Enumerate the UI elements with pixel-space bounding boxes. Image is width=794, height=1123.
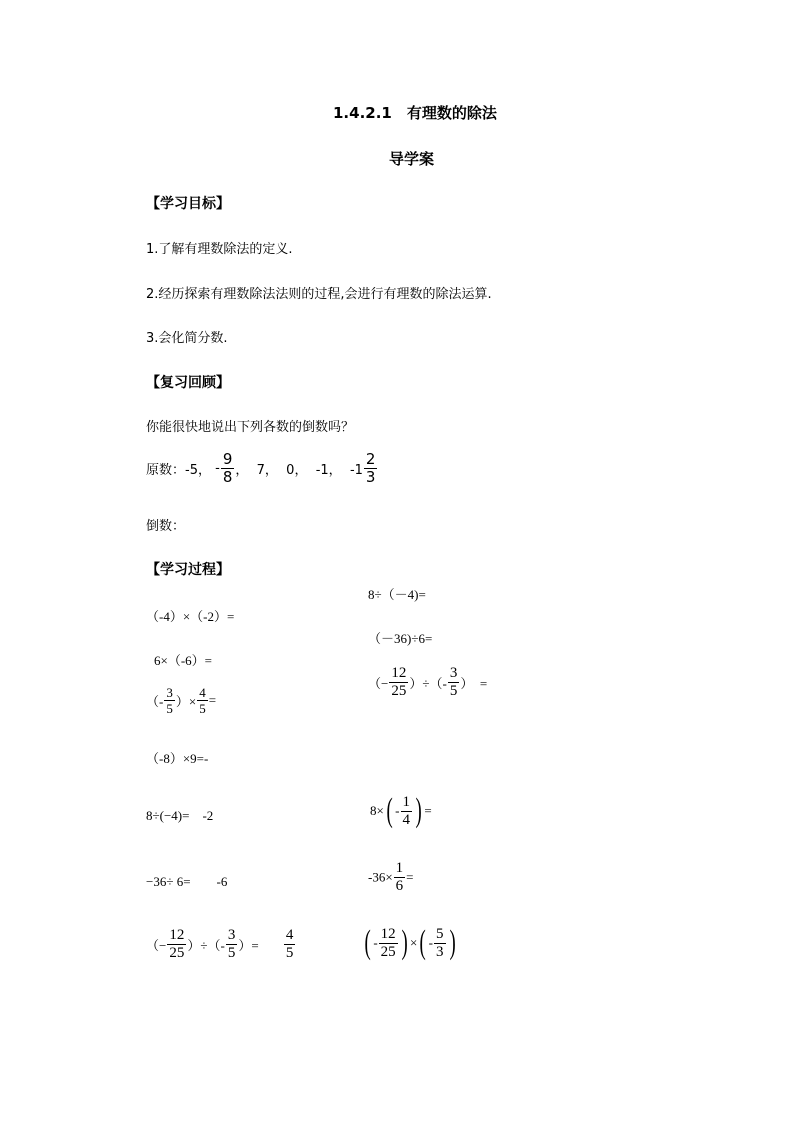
fraction-5-3 bbox=[434, 927, 446, 960]
left-expr-3-mid: ）× bbox=[175, 694, 197, 709]
left-expr-5: 8÷(−4)= -2 bbox=[146, 808, 214, 823]
original-numbers-rest: ， 7， 0， -1， -1 bbox=[235, 463, 363, 478]
right-expr-1: 8÷（－4)= bbox=[368, 587, 426, 602]
left-expr-2: 6×（-6）= bbox=[154, 653, 212, 668]
section-heading-objectives: 【学习目标】 bbox=[146, 196, 230, 212]
minus-sign: - bbox=[395, 803, 400, 818]
original-label: 原数： bbox=[146, 463, 186, 478]
fraction-1-6 bbox=[394, 861, 406, 894]
result-fraction-4-5 bbox=[284, 928, 296, 961]
objective-3: 3.会化简分数. bbox=[146, 331, 228, 346]
left-expr-7-mid: ）÷（- bbox=[187, 938, 225, 953]
fraction-1-4 bbox=[401, 795, 413, 828]
fraction-numerator: 3 bbox=[449, 665, 458, 681]
right-expr-6 bbox=[362, 926, 458, 960]
fraction-12-25 bbox=[379, 927, 398, 960]
right-expr-3 bbox=[368, 666, 487, 699]
right-expr-5-end: = bbox=[406, 869, 414, 885]
fraction-numerator: 4 bbox=[285, 927, 294, 943]
section-heading-process: 【学习过程】 bbox=[146, 562, 230, 578]
objective-1: 1.了解有理数除法的定义. bbox=[146, 242, 293, 257]
review-question: 你能很快地说出下列各数的倒数吗？ bbox=[146, 420, 355, 435]
original-number-1: -5， bbox=[185, 463, 211, 478]
left-expr-3 bbox=[146, 686, 216, 715]
fraction-sign: - bbox=[215, 461, 220, 476]
fraction-denominator: 3 bbox=[436, 943, 444, 960]
right-expr-3-open: （− bbox=[368, 676, 389, 691]
fraction-12-25 bbox=[389, 666, 408, 699]
fraction-denominator: 25 bbox=[391, 683, 407, 699]
left-expr-6: −36÷ 6= -6 bbox=[146, 874, 228, 889]
right-expr-3-end: ） = bbox=[460, 676, 488, 691]
fraction-numerator: 12 bbox=[380, 925, 396, 942]
fraction-2-3 bbox=[364, 452, 378, 485]
fraction-numerator: 9 bbox=[222, 450, 233, 468]
reciprocal-label: 倒数： bbox=[146, 519, 186, 534]
left-paren: ( bbox=[419, 924, 427, 961]
right-paren: ) bbox=[401, 924, 408, 961]
multiply-sign: × bbox=[410, 935, 418, 950]
fraction-3-5 bbox=[226, 928, 238, 961]
fraction-3-5 bbox=[448, 666, 460, 699]
fraction-denominator: 25 bbox=[169, 945, 185, 961]
fraction-numerator: 1 bbox=[395, 860, 404, 876]
fraction-denominator: 3 bbox=[365, 468, 376, 486]
left-expr-4: （-8）×9=- bbox=[146, 751, 209, 766]
right-expr-2: （－36)÷6= bbox=[368, 631, 433, 646]
fraction-denominator: 4 bbox=[402, 811, 411, 828]
left-expr-1: （-4）×（-2）= bbox=[146, 609, 235, 624]
right-expr-4-end: = bbox=[424, 803, 432, 818]
right-expr-5 bbox=[368, 861, 414, 894]
right-expr-3-mid: ）÷（- bbox=[409, 676, 447, 691]
right-paren: ) bbox=[449, 924, 456, 961]
left-expr-7-open: （− bbox=[146, 938, 167, 953]
fraction-denominator: 8 bbox=[222, 468, 233, 486]
original-numbers-line bbox=[146, 452, 378, 485]
left-paren: ( bbox=[386, 792, 393, 829]
fraction-denominator: 5 bbox=[227, 945, 236, 961]
right-expr-4-pre: 8× bbox=[370, 803, 384, 818]
fraction-9-8 bbox=[221, 452, 235, 485]
fraction-numerator: 5 bbox=[436, 925, 444, 942]
right-expr-4 bbox=[370, 794, 432, 828]
fraction-denominator: 6 bbox=[395, 878, 404, 894]
section-heading-review: 【复习回顾】 bbox=[146, 375, 230, 391]
fraction-numerator: 1 bbox=[402, 793, 411, 810]
fraction-numerator: 3 bbox=[166, 685, 173, 700]
left-expr-3-end: = bbox=[208, 692, 217, 708]
fraction-12-25 bbox=[167, 928, 186, 961]
right-paren: ) bbox=[415, 792, 422, 829]
fraction-denominator: 25 bbox=[380, 943, 396, 960]
fraction-numerator: 4 bbox=[199, 685, 206, 700]
minus-sign: - bbox=[428, 935, 434, 950]
left-expr-7-end: ）= bbox=[238, 938, 259, 953]
objective-2: 2.经历探索有理数除法法则的过程,会进行有理数的除法运算. bbox=[146, 287, 492, 302]
fraction-denominator: 5 bbox=[166, 701, 173, 716]
left-expr-3-open: （- bbox=[146, 694, 164, 709]
minus-sign: - bbox=[373, 935, 378, 950]
fraction-numerator: 12 bbox=[169, 927, 185, 943]
right-expr-5-pre: -36× bbox=[368, 869, 393, 885]
left-expr-7 bbox=[146, 928, 296, 961]
page-title: 1.4.2.1 有理数的除法 bbox=[333, 104, 497, 122]
fraction-denominator: 5 bbox=[199, 701, 206, 716]
page-subtitle: 导学案 bbox=[389, 150, 435, 168]
fraction-numerator: 12 bbox=[391, 665, 407, 681]
fraction-4-5 bbox=[197, 686, 208, 715]
fraction-3-5 bbox=[164, 686, 175, 715]
fraction-numerator: 2 bbox=[365, 450, 376, 468]
fraction-numerator: 3 bbox=[227, 927, 236, 943]
fraction-denominator: 5 bbox=[285, 945, 294, 961]
left-paren: ( bbox=[364, 924, 371, 961]
fraction-denominator: 5 bbox=[449, 683, 458, 699]
